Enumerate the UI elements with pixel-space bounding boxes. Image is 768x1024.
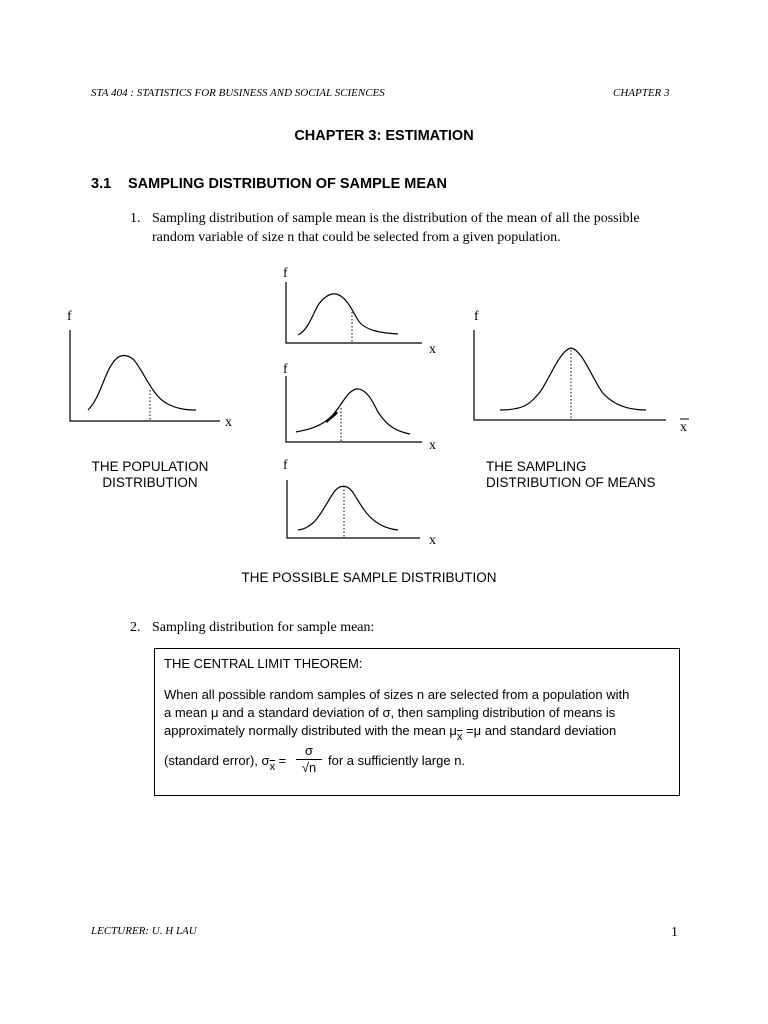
chapter-header: CHAPTER 3 — [613, 87, 670, 99]
sampling-curve — [500, 348, 646, 410]
sampling-f-label: f — [474, 309, 479, 324]
population-axes — [70, 330, 220, 421]
item1-number: 1. — [130, 211, 141, 226]
clt-line3-b: =μ and standard deviation — [462, 723, 617, 738]
item2-text: Sampling distribution for sample mean: — [152, 620, 375, 635]
clt-line4-b: for a sufficiently large n. — [328, 753, 466, 768]
sample-plot-3 — [287, 480, 420, 538]
clt-frac-numerator: σ — [296, 743, 322, 760]
clt-line2: a mean μ and a standard deviation of σ, then sampling distribution of means is — [164, 705, 616, 720]
item1-line2: random variable of size n that could be selected from a given population. — [152, 230, 561, 245]
sample1-curve — [298, 294, 398, 335]
sampling-xbar-label: x — [680, 420, 687, 435]
sampling-caption — [486, 459, 656, 491]
sampling-means-plot — [474, 330, 689, 420]
clt-frac-denominator — [296, 760, 322, 776]
clt-box — [154, 648, 680, 796]
population-caption-line1: THE POPULATION — [91, 459, 209, 474]
clt-fraction — [296, 743, 322, 776]
clt-line1: When all possible random samples of sizes n are selected from a population with — [164, 687, 630, 702]
sample2-f-label: f — [283, 362, 288, 377]
population-f-label: f — [67, 309, 72, 324]
sample2-curve-overlap — [326, 412, 337, 422]
sample3-x-label: x — [429, 533, 436, 548]
course-header: STA 404 : STATISTICS FOR BUSINESS AND SOCIAL SCIENCES — [91, 87, 385, 99]
clt-mean-subscript: x — [456, 731, 463, 743]
section-title: SAMPLING DISTRIBUTION OF SAMPLE MEAN — [128, 176, 447, 192]
clt-line4-a-wrap — [164, 752, 286, 771]
clt-line3-a: approximately normally distributed with the mean μ — [164, 723, 457, 738]
sampling-caption-line1: THE SAMPLING — [486, 459, 587, 474]
page-number: 1 — [671, 925, 678, 940]
sample3-curve — [298, 486, 398, 530]
item2-number: 2. — [130, 620, 141, 635]
population-plot — [70, 330, 220, 421]
sampling-caption-line2: DISTRIBUTION OF MEANS — [486, 475, 656, 490]
sample3-f-label: f — [283, 458, 288, 473]
sqrt-symbol: √ — [301, 760, 309, 775]
population-x-label: x — [225, 415, 232, 430]
population-curve — [88, 355, 196, 410]
sample3-axes — [287, 480, 420, 538]
population-caption-line2: DISTRIBUTION — [102, 475, 198, 490]
footer-lecturer: LECTURER: U. H LAU — [91, 925, 197, 937]
clt-heading: THE CENTRAL LIMIT THEOREM: — [164, 656, 363, 671]
section-number: 3.1 — [91, 176, 112, 192]
clt-frac-n: n — [308, 760, 317, 775]
sample-plot-1 — [286, 282, 422, 343]
sample2-curve — [296, 389, 410, 434]
sampling-axes — [474, 330, 666, 420]
page-title: CHAPTER 3: ESTIMATION — [294, 128, 474, 144]
possible-caption: THE POSSIBLE SAMPLE DISTRIBUTION — [241, 570, 497, 585]
clt-equals: = — [275, 753, 287, 768]
sample1-f-label: f — [283, 266, 288, 281]
population-caption — [70, 459, 230, 491]
sample1-x-label: x — [429, 342, 436, 357]
clt-line3 — [164, 722, 616, 741]
sample-plot-2 — [286, 376, 422, 442]
item1-line1: Sampling distribution of sample mean is the distribution of the mean of all the possible — [152, 211, 640, 226]
clt-line4-a: (standard error), σ — [164, 753, 270, 768]
sample2-x-label: x — [429, 438, 436, 453]
clt-sd-subscript: x — [269, 761, 276, 773]
